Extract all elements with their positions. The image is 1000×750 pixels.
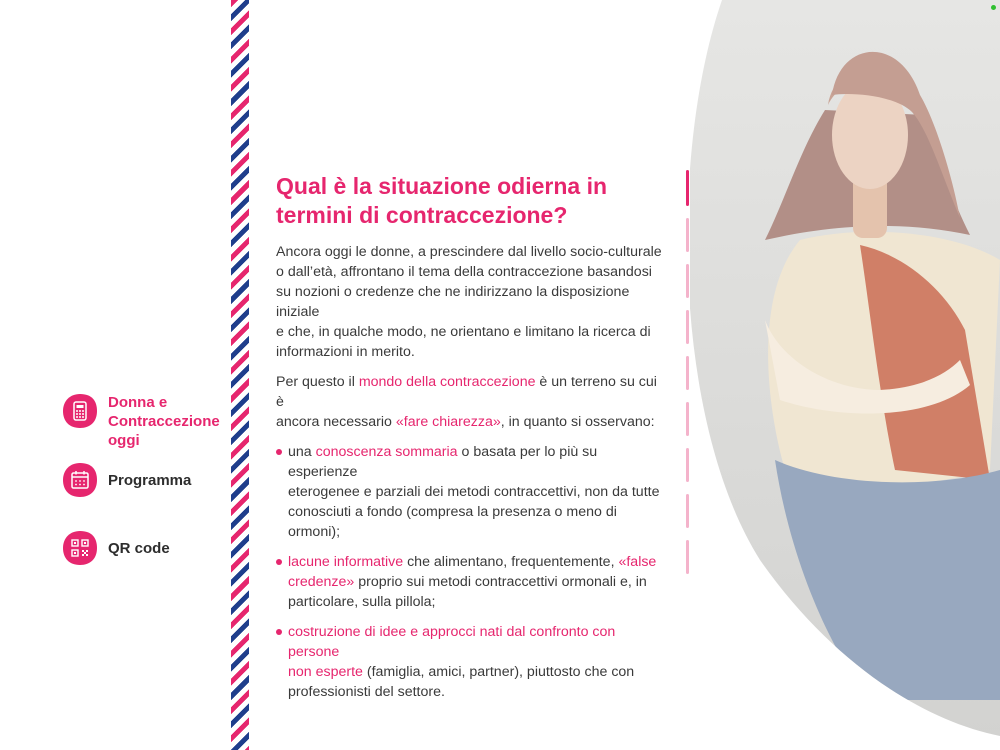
progress-segment <box>686 170 689 206</box>
progress-segment <box>686 218 689 252</box>
progress-segment <box>686 448 689 482</box>
progress-segment <box>686 356 689 390</box>
page-title: Qual è la situazione odierna in termini di contraccezione? <box>276 173 608 228</box>
calculator-icon <box>62 393 98 429</box>
sidebar-nav <box>0 0 230 750</box>
progress-segment <box>686 264 689 298</box>
sidebar-item-qr-code[interactable] <box>62 530 170 566</box>
bullet-dot-icon <box>276 629 282 635</box>
progress-segment <box>686 402 689 436</box>
airmail-stripe-divider <box>231 0 249 750</box>
highlight-text: mondo della contraccezione <box>358 374 536 390</box>
qr-code-icon <box>62 530 98 566</box>
bullet-dot-icon <box>276 559 282 565</box>
sidebar-item-label: Programma <box>108 472 192 489</box>
sidebar-item-label: QR code <box>108 540 170 557</box>
sidebar-item-label: Donna e Contraccezione oggi <box>108 394 220 449</box>
calendar-icon <box>62 462 98 498</box>
observations-list <box>276 442 668 702</box>
intro-paragraph: Ancora oggi le donne, a prescindere dal livello socio-culturale o dall’età, affrontano il tema della contraccezione basandosi su nozioni o credenze che ne indirizzano la disposizione iniziale e che, in qualche modo, ne orientano e limitano la ricerca di informazioni in merito. <box>276 244 662 360</box>
highlight-text: «fare chiarezza» <box>395 414 501 430</box>
progress-segment <box>686 540 689 574</box>
status-indicator-icon <box>991 5 996 10</box>
sidebar-item-programma[interactable] <box>62 462 191 498</box>
list-item: una conoscenza sommaria o basata per lo più su esperienze eterogenee e parziali dei metodi contraccettivi, non da tutte conosciuti a fondo (compresa la presenza o meno di ormoni); <box>276 442 668 542</box>
list-item: lacune informative che alimentano, frequentemente, «false credenze» proprio sui metodi contraccettivi ormonali e, in particolare, sulla pillola; <box>276 552 668 612</box>
main-content <box>276 172 668 712</box>
progress-segment <box>686 494 689 528</box>
bullet-dot-icon <box>276 449 282 455</box>
sidebar-item-donna-e-contraccezione[interactable] <box>62 393 220 450</box>
second-paragraph: Per questo il mondo della contraccezione è un terreno su cui è ancora necessario «fare chiarezza», in quanto si osservano: <box>276 374 657 430</box>
hero-photo <box>690 0 1000 750</box>
progress-segment <box>686 310 689 344</box>
list-item: costruzione di idee e approcci nati dal confronto con persone non esperte (famiglia, amici, partner), piuttosto che con professionisti del settore. <box>276 622 668 702</box>
